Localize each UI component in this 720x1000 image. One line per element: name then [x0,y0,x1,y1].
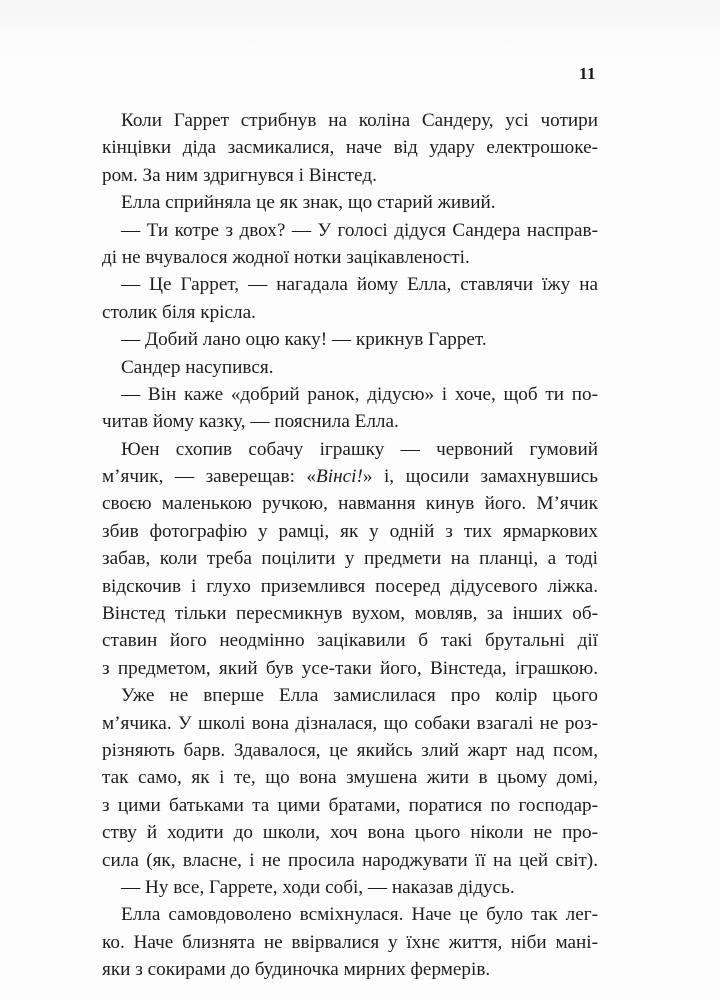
text-line: м’ячик, — заверещав: «Вінсі!» і, щосили замахнувшись [102,466,598,488]
page-number: 11 [578,64,596,83]
text-line: ставин його неодмінно зацікавили б такі брутальні дії [102,630,598,652]
text-line: Сандер насупився. [121,356,274,378]
text-line: читав йому казку, — пояснила Елла. [102,411,399,433]
text-line: різняють барв. Здавалося, це якийсь злий жарт над псом, [102,739,598,761]
text-line: забав, коли треба поцілити у предмети на планці, а тоді [102,548,598,570]
text-line: своєю маленькою ручкою, навмання кинув його. М’ячик [102,493,598,515]
text-line: з предметом, який був усе-таки його, Вінстеда, іграшкою. [102,657,598,679]
text-line: Елла сприйняла це як знак, що старий живий. [121,192,496,214]
text-line: — Це Гаррет, — нагадала йому Елла, ставлячи їжу на [121,274,598,296]
text-line: з цими батьками та цими братами, поратися по господар- [102,794,598,816]
text-line: — Ти котре з двох? — У голосі дідуся Сандера насправ- [121,219,598,241]
text-line: Вінстед тільки пересмикнув вухом, мовляв, за інших об- [102,603,598,625]
text-line: відскочив і глухо приземлився посеред дідусевого ліжка. [102,575,598,597]
text-line: кінцівки діда засмикалися, наче від удару електрошоке- [102,137,598,159]
text-line: — Ну все, Гаррете, ходи собі, — наказав дідусь. [121,876,515,898]
text-line: яки з сокирами до будиночка мирних фермерів. [102,959,491,981]
text-line: — Добий лано оцю каку! — крикнув Гаррет. [121,329,487,351]
text-line: ром. За ним здригнувся і Вінстед. [102,164,377,186]
text-line: Елла самовдоволено всміхнулася. Наче це було так лег- [121,904,598,926]
text-line: ству й ходити до школи, хоч вона цього ніколи не про- [102,822,598,844]
text-line: Уже не вперше Елла замислилася про колір цього [121,685,598,707]
body-text [102,107,598,984]
text-line: сила (як, власне, і не просила народжувати її на цей світ). [102,849,598,871]
text-line: Коли Гаррет стрибнув на коліна Сандеру, усі чотири [121,110,598,131]
page-top-shadow [0,0,720,58]
text-line: м’ячика. У школі вона дізналася, що собаки взагалі не роз- [102,712,598,734]
text-line: збив фотографію у рамці, як у одній з тих ярмаркових [102,520,598,542]
text-line: столик біля крісла. [102,301,256,323]
text-line: так само, як і те, що вона змушена жити в цьому домі, [102,767,598,789]
text-line: — Він каже «добрий ранок, дідусю» і хоче, щоб ти по- [121,383,598,405]
text-line: ко. Наче близнята не ввірвалися у їхнє життя, ніби мані- [102,931,598,953]
text-line: Юен схопив собачу іграшку — червоний гумовий [121,438,598,460]
text-line: ді не вчувалося жодної нотки зацікавленості. [102,246,470,268]
